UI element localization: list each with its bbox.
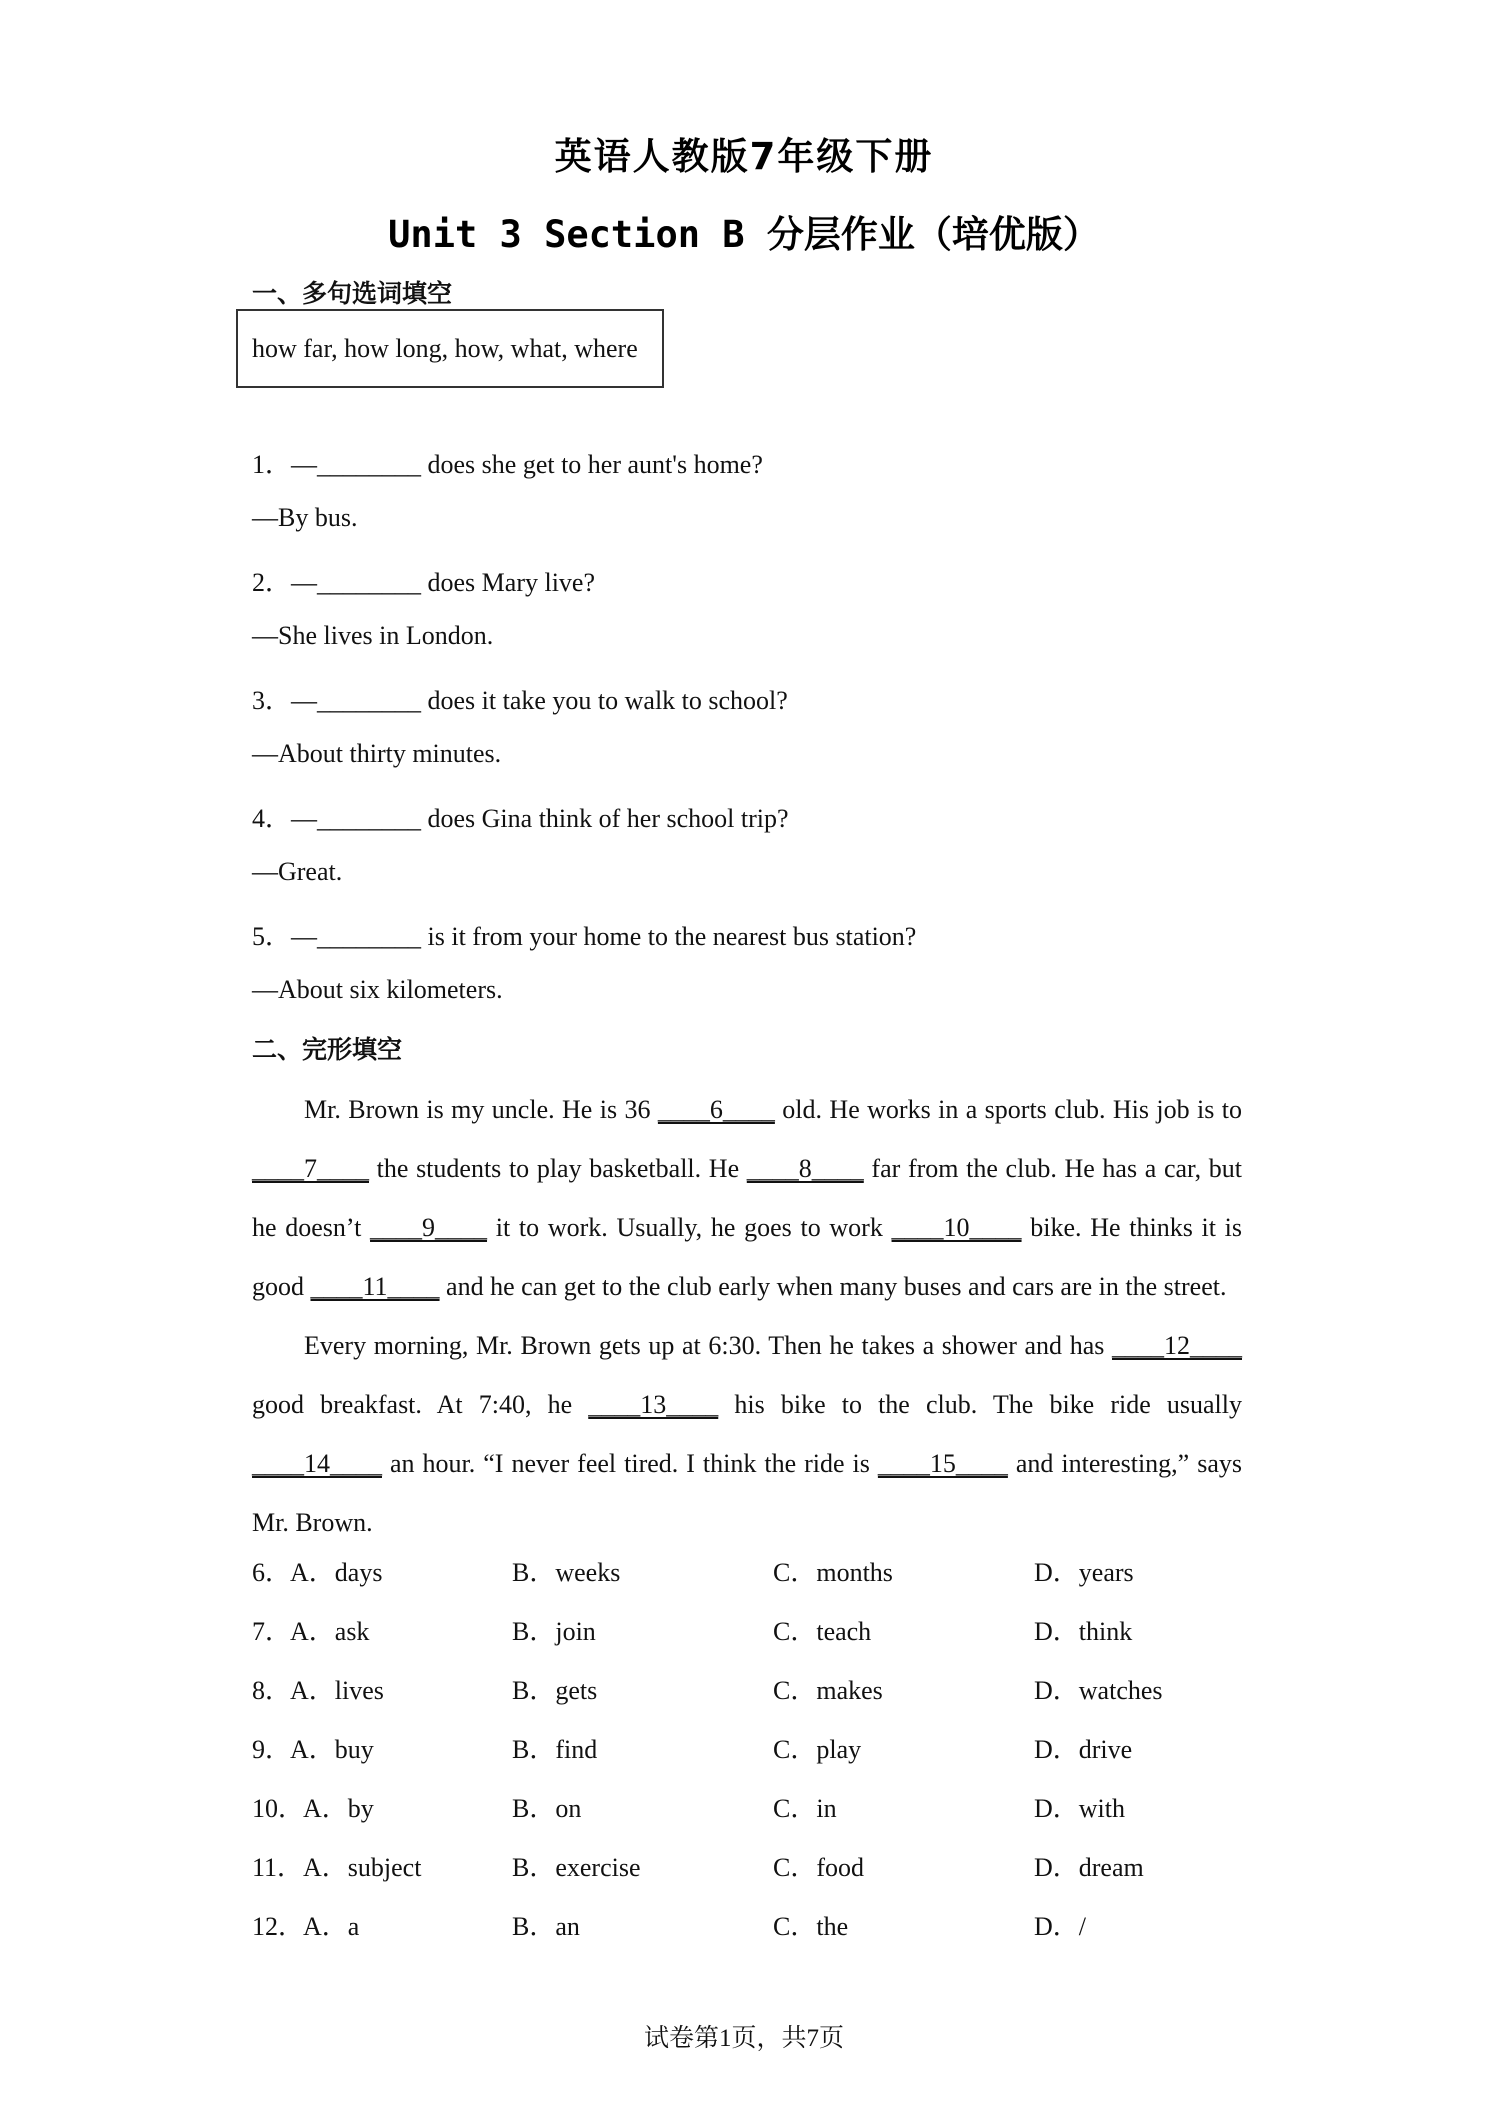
blank-8: ____8____ <box>746 1154 864 1183</box>
option-12-c: C．the <box>773 1912 849 1941</box>
option-11-a: A．subject <box>303 1853 422 1882</box>
option-12-a: A．a <box>303 1912 360 1941</box>
option-6-d: D．years <box>1034 1558 1134 1587</box>
option-row-9-num: 9． <box>252 1735 292 1764</box>
page-title: 英语人教版7年级下册 <box>554 135 934 178</box>
cloze-paragraph-1: Mr. Brown is my uncle. He is 36 ____6____ old. He works in a sports club. His job is to ____7____ the students to play basketball. He ____8____ far from the club. He has a car, but he doesn’t ____9____ it to work. Usually, he goes to work ____10____ bike. He thinks it is good ____11____ and he can get to the club early when many buses and cars are in the street. <box>252 1095 1243 1301</box>
option-9-c: C．play <box>773 1735 862 1764</box>
option-9-a: A．buy <box>290 1735 374 1764</box>
option-row-12-num: 12． <box>252 1912 305 1941</box>
option-9-d: D．drive <box>1034 1735 1133 1764</box>
question-3: 3．—________ does it take you to walk to school? <box>252 686 788 715</box>
option-12-b: B．an <box>512 1912 580 1941</box>
page-subtitle <box>0 204 1488 258</box>
option-6-a: A．days <box>290 1558 383 1587</box>
option-8-d: D．watches <box>1034 1676 1163 1705</box>
answer-4: —Great. <box>252 857 343 886</box>
option-11-b: B．exercise <box>512 1853 641 1882</box>
answer-5: —About six kilometers. <box>252 975 503 1004</box>
blank-15: ____15____ <box>877 1449 1008 1478</box>
option-6-b: B．weeks <box>512 1558 621 1587</box>
question-5: 5．—________ is it from your home to the nearest bus station? <box>252 922 917 951</box>
question-2: 2．—________ does Mary live? <box>252 568 596 597</box>
blank-7: ____7____ <box>252 1154 369 1183</box>
section1-heading: 一、多句选词填空 <box>252 279 453 308</box>
option-10-d: D．with <box>1034 1794 1126 1823</box>
option-row-8-num: 8． <box>252 1676 292 1705</box>
option-12-d: D．/ <box>1034 1912 1087 1941</box>
option-7-a: A．ask <box>290 1617 370 1646</box>
option-7-b: B．join <box>512 1617 596 1646</box>
option-8-c: C．makes <box>773 1676 883 1705</box>
answer-1: —By bus. <box>252 503 358 532</box>
option-7-c: C．teach <box>773 1617 872 1646</box>
blank-10: ____10____ <box>891 1213 1022 1242</box>
blank-12: ____12____ <box>1112 1331 1242 1360</box>
option-11-d: D．dream <box>1034 1853 1144 1882</box>
option-row-10-num: 10． <box>252 1794 305 1823</box>
blank-13: ____13____ <box>588 1390 719 1419</box>
blank-14: ____14____ <box>252 1449 382 1478</box>
option-row-7-num: 7． <box>252 1617 292 1646</box>
option-10-c: C．in <box>773 1794 837 1823</box>
cloze-paragraph-2: Every morning, Mr. Brown gets up at 6:30. Then he takes a shower and has ____12____ good breakfast. At 7:40, he ____13____ his bike to the club. The bike ride usually ____14____ an hour. “I never feel tired. I think the ride is ____15____ and interesting,” says Mr. Brown. <box>252 1331 1242 1537</box>
question-1: 1．—________ does she get to her aunt's home? <box>252 450 763 479</box>
subtitle-unit: Unit 3 Section B <box>388 213 767 256</box>
blank-9: ____9____ <box>370 1213 488 1242</box>
option-7-d: D．think <box>1034 1617 1133 1646</box>
option-8-b: B．gets <box>512 1676 598 1705</box>
option-10-b: B．on <box>512 1794 582 1823</box>
page-footer: 试卷第1页，共7页 <box>643 2025 844 2052</box>
option-11-c: C．food <box>773 1853 865 1882</box>
section2-heading: 二、完形填空 <box>252 1035 403 1064</box>
answer-3: —About thirty minutes. <box>252 739 502 768</box>
option-8-a: A．lives <box>290 1676 384 1705</box>
option-9-b: B．find <box>512 1735 598 1764</box>
option-row-6-num: 6． <box>252 1558 292 1587</box>
question-4: 4．—________ does Gina think of her school trip? <box>252 804 789 833</box>
blank-6: ____6____ <box>657 1095 775 1124</box>
option-6-c: C．months <box>773 1558 893 1587</box>
option-row-11-num: 11． <box>252 1853 304 1882</box>
subtitle-type: 分层作业（培优版） <box>766 213 1100 256</box>
word-box: how far, how long, how, what, where <box>236 309 664 388</box>
blank-11: ____11____ <box>310 1272 440 1301</box>
option-10-a: A．by <box>303 1794 374 1823</box>
answer-2: —She lives in London. <box>252 621 494 650</box>
